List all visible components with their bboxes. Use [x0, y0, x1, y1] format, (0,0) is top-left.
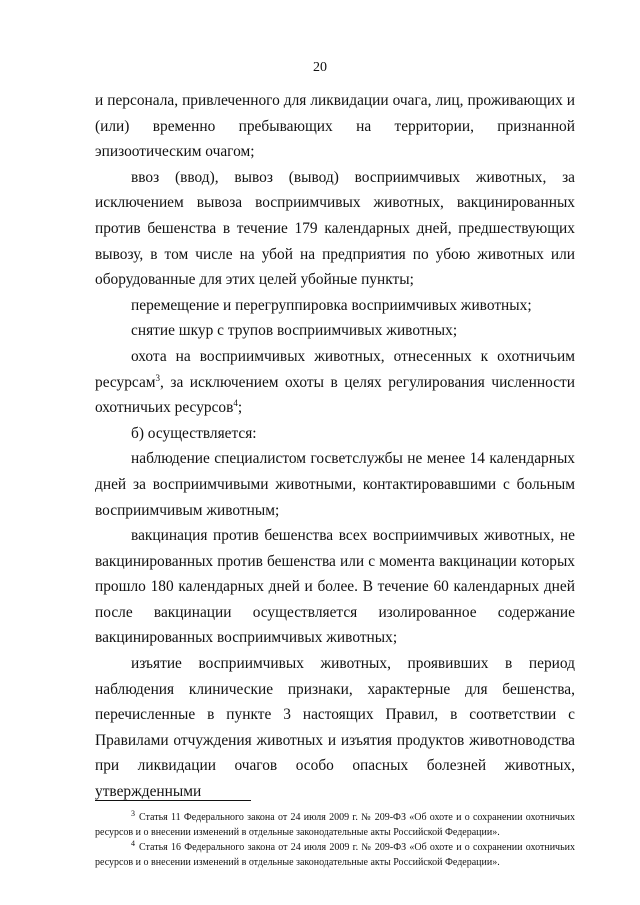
- paragraph-movement: перемещение и перегруппировка восприимчивых животных;: [131, 296, 532, 314]
- footnote-separator: [95, 800, 251, 801]
- paragraph-skinning: снятие шкур с трупов восприимчивых животных;: [131, 322, 458, 340]
- paragraph-continuation: и персонала, привлеченного для ликвидации очага, лиц, проживающих и (или) временно пребывающих на территории, признанной эпизоотическим очагом;: [95, 92, 575, 161]
- paragraph-hunting-part-c: ;: [237, 399, 243, 417]
- footnote-ref-4: 4: [233, 398, 238, 408]
- paragraph-hunting-part-a: охота на восприимчивых животных, отнесенных к охотничьим ресурсам: [95, 347, 575, 391]
- footnote-4: [95, 840, 575, 870]
- paragraph-subsection-b: б) осуществляется:: [131, 424, 257, 442]
- footnote-ref-3: 3: [155, 372, 161, 383]
- paragraph-hunting: [95, 344, 575, 421]
- paragraph-vaccination: вакцинация против бешенства всех восприимчивых животных, не вакцинированных против бешенства или с момента вакцинации которых прошло 180 календарных дней и более. В течение 60 календарных дней после вакцинации осуществляется изолированное содержание вакцинированных восприимчивых животных;: [95, 527, 575, 647]
- footnotes: [95, 810, 575, 870]
- body-text: [95, 88, 575, 805]
- footnote-3: [95, 810, 575, 840]
- paragraph-removal: изъятие восприимчивых животных, проявивших в период наблюдения клинические признаки, характерные для бешенства, перечисленные в пункте 3 настоящих Правил, в соответствии с Правилами отчуждения животных и изъятия продуктов животноводства при ликвидации очагов особо опасных болезней животных, утвержденными: [95, 655, 575, 801]
- footnote-text-3: Статья 11 Федерального закона от 24 июля 2009 г. № 209-ФЗ «Об охоте и о сохранении охотничьих ресурсов и о внесении изменений в отдельные законодательные акты Российской Федерации».: [95, 812, 575, 838]
- footnote-mark-4: 4: [131, 838, 135, 848]
- paragraph-hunting-part-b: , за исключением охоты в целях регулирования численности охотничьих ресурсов: [95, 373, 575, 417]
- paragraph-observation: наблюдение специалистом госветслужбы не менее 14 календарных дней за восприимчивыми животными, контактировавшими с больным восприимчивым животным;: [95, 450, 575, 519]
- footnote-mark-3: 3: [131, 808, 135, 818]
- footnote-text-4: Статья 16 Федерального закона от 24 июля 2009 г. № 209-ФЗ «Об охоте и о сохранении охотничьих ресурсов и о внесении изменений в отдельные законодательные акты Российской Федерации».: [95, 842, 575, 868]
- page-number: 20: [313, 60, 327, 75]
- paragraph-import-export: ввоз (ввод), вывоз (вывод) восприимчивых животных, за исключением вывоза восприимчивых животных, вакцинированных против бешенства в течение 179 календарных дней, предшествующих вывозу, в том числе на убой на предприятия по убою животных или оборудованные для этих целей убойные пункты;: [95, 168, 575, 289]
